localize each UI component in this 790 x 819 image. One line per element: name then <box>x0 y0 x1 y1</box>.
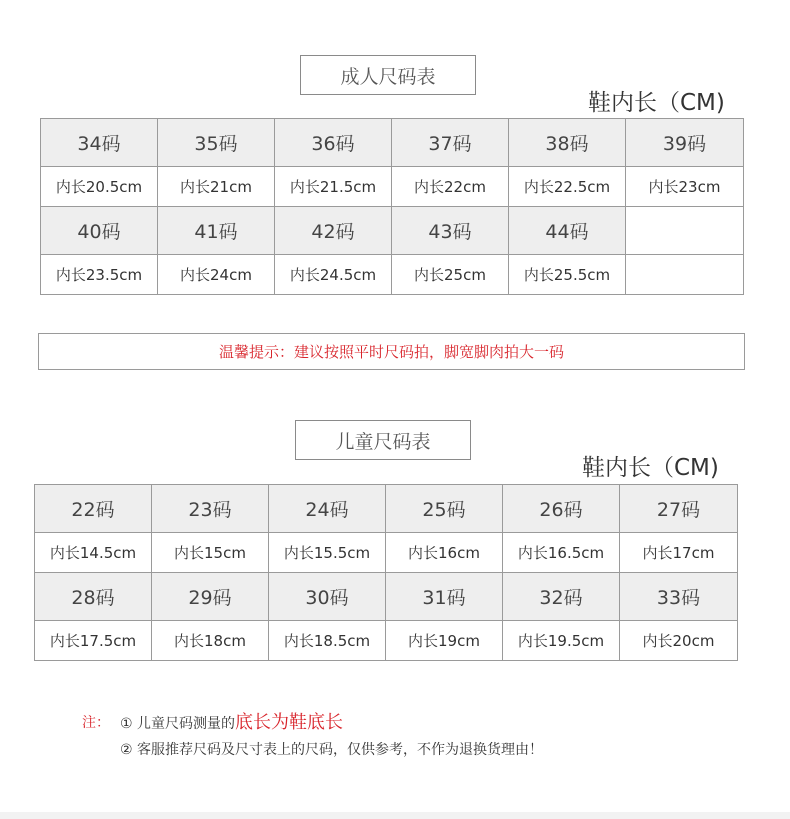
size-cell: 43码 <box>392 207 509 255</box>
length-cell: 内长21.5cm <box>275 167 392 207</box>
size-cell: 37码 <box>392 119 509 167</box>
length-cell: 内长20cm <box>620 621 738 661</box>
size-cell: 42码 <box>275 207 392 255</box>
length-cell: 内长17cm <box>620 533 738 573</box>
note-line-1-prefix: ① 儿童尺码测量的 <box>120 716 236 732</box>
size-cell: 44码 <box>509 207 626 255</box>
length-cell: 内长18.5cm <box>269 621 386 661</box>
length-cell: 内长23.5cm <box>41 255 158 295</box>
size-cell: 29码 <box>152 573 269 621</box>
sizing-tip-box <box>38 333 745 370</box>
length-cell: 内长25cm <box>392 255 509 295</box>
size-cell: 38码 <box>509 119 626 167</box>
size-cell: 31码 <box>386 573 503 621</box>
sizing-tip-text: 温馨提示：建议按照平时尺码拍，脚宽脚肉拍大一码 <box>218 343 564 361</box>
length-cell: 内长16.5cm <box>503 533 620 573</box>
size-cell: 40码 <box>41 207 158 255</box>
adult-size-row-2 <box>41 207 744 255</box>
size-cell: 39码 <box>626 119 744 167</box>
note-line-1-highlight: 底长为鞋底长 <box>235 712 344 733</box>
adult-size-chart-title: 成人尺码表 <box>300 55 476 95</box>
child-size-chart-title: 儿童尺码表 <box>295 420 471 460</box>
length-cell: 内长15.5cm <box>269 533 386 573</box>
child-unit-label: 鞋内长（CM) <box>582 455 719 481</box>
note-line-2: ② 客服推荐尺码及尺寸表上的尺码，仅供参考，不作为退换货理由！ <box>120 742 543 758</box>
length-cell: 内长22cm <box>392 167 509 207</box>
size-cell: 27码 <box>620 485 738 533</box>
size-cell: 28码 <box>35 573 152 621</box>
child-size-table <box>34 484 738 661</box>
length-cell: 内长22.5cm <box>509 167 626 207</box>
size-cell: 30码 <box>269 573 386 621</box>
length-cell: 内长17.5cm <box>35 621 152 661</box>
size-cell: 41码 <box>158 207 275 255</box>
adult-unit-label: 鞋内长（CM) <box>588 90 725 116</box>
length-cell: 内长21cm <box>158 167 275 207</box>
size-cell: 23码 <box>152 485 269 533</box>
note-line-1 <box>120 708 343 734</box>
length-cell: 内长16cm <box>386 533 503 573</box>
adult-size-row-1 <box>41 119 744 167</box>
length-cell: 内长19cm <box>386 621 503 661</box>
length-cell: 内长24cm <box>158 255 275 295</box>
bottom-divider <box>0 812 790 819</box>
child-length-row-1 <box>35 533 738 573</box>
child-size-row-2 <box>35 573 738 621</box>
size-cell: 26码 <box>503 485 620 533</box>
size-cell: 36码 <box>275 119 392 167</box>
length-cell: 内长23cm <box>626 167 744 207</box>
size-cell: 24码 <box>269 485 386 533</box>
size-cell: 34码 <box>41 119 158 167</box>
notes-label: 注： <box>82 715 110 731</box>
length-cell: 内长19.5cm <box>503 621 620 661</box>
adult-length-row-2 <box>41 255 744 295</box>
adult-length-row-1 <box>41 167 744 207</box>
length-cell: 内长20.5cm <box>41 167 158 207</box>
length-cell: 内长14.5cm <box>35 533 152 573</box>
size-cell: 32码 <box>503 573 620 621</box>
length-cell-empty <box>626 255 744 295</box>
size-cell: 22码 <box>35 485 152 533</box>
child-size-row-1 <box>35 485 738 533</box>
child-length-row-2 <box>35 621 738 661</box>
length-cell: 内长24.5cm <box>275 255 392 295</box>
size-cell: 33码 <box>620 573 738 621</box>
size-cell: 35码 <box>158 119 275 167</box>
length-cell: 内长15cm <box>152 533 269 573</box>
length-cell: 内长25.5cm <box>509 255 626 295</box>
length-cell: 内长18cm <box>152 621 269 661</box>
size-cell-empty <box>626 207 744 255</box>
adult-size-table <box>40 118 744 295</box>
size-cell: 25码 <box>386 485 503 533</box>
